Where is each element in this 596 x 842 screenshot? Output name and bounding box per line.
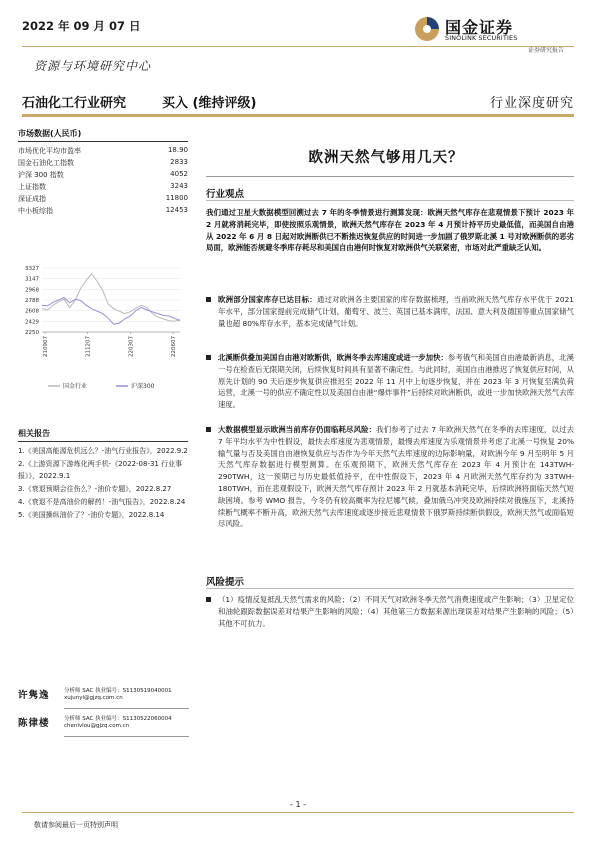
analyst-divider: [64, 708, 189, 709]
market-row-label: 上证指数: [18, 183, 46, 191]
chart-y-tick-label: 2788: [25, 298, 39, 305]
market-row-label: 沪深 300 指数: [18, 171, 64, 179]
section-heading-risk: 风险提示: [206, 577, 245, 588]
summary-text: 我们通过卫星大数据模型回溯过去 7 年的冬季情景进行测算发现：欧洲天然气库存在悲观情景下预计 2023 年 2 月就将消耗完毕，即使按照乐观情景，欧洲天然气库存在 2023 年 4 月预计持平历史最低值，而美国自由港从 2022 年 6 月 8 日起对欧洲断供已不断推迟恢复供应的时间进一步加剧了俄罗斯北溪 1 号对欧洲断供的恶劣局面，欧洲能否规避冬季库存耗尽和美国自由港何时恢复对欧洲供气关联紧密，市场对此严重缺乏认知。: [206, 208, 574, 253]
viewpoint-bullet: [206, 352, 574, 411]
analyst-email[interactable]: xujunyi@gjzq.com.cn: [64, 695, 123, 701]
chart-x-tick-label: 211207: [85, 336, 92, 357]
section-rule: [206, 588, 574, 589]
analyst-name: 许隽逸: [18, 690, 50, 701]
related-reports-rule: [18, 441, 188, 442]
bullet-lead: 欧洲部分国家库存已达目标：: [218, 295, 317, 304]
related-reports-title: 相关报告: [18, 429, 50, 438]
bullet-square-icon: [206, 297, 211, 302]
market-row-value: 18.90: [167, 146, 188, 154]
logo-text-en: SINOLINK SECURITIES: [445, 35, 518, 42]
index-trend-chart: [18, 262, 188, 400]
market-row: [18, 169, 188, 181]
related-reports: [18, 428, 188, 522]
chart-x-tick-label: 220307: [128, 336, 135, 357]
market-row-label: 中小板综指: [18, 207, 53, 215]
section-heading-view: 行业观点: [206, 189, 245, 200]
market-row: [18, 157, 188, 169]
bullet-square-icon: [206, 427, 211, 432]
risk-text: （1）疫情反复抵乱天然气需求的风险；（2）不同天气对欧洲冬季天然气消费速度或产生影响；（3）卫星定位和油轮跟踪数据误差对结果产生影响的风险；（4）其他第三方数据来源出现误差对结果产生影响的风险；（5）其他不可抗力。: [218, 595, 574, 628]
summary-paragraph: [206, 207, 574, 254]
market-data-rule: [18, 141, 188, 142]
market-row-label: 深证成指: [18, 195, 46, 203]
chart-y-tick-label: 2968: [25, 287, 39, 294]
header-rule: [22, 46, 574, 47]
market-row-label: 市场优化平均市盈率: [18, 147, 81, 155]
risk-bullet: [206, 594, 574, 629]
market-data-panel: [18, 128, 188, 217]
footer-rule: [22, 812, 574, 813]
market-data-title: 市场数据(人民币): [18, 129, 82, 138]
related-report-item[interactable]: 3.《衰退预期会往伤么？-油价专题》，2022.8.27: [18, 485, 172, 493]
header-thick-rule: [22, 114, 574, 117]
chart-y-tick-label: 3327: [25, 266, 39, 272]
chart-y-tick-label: 3147: [25, 276, 39, 283]
analyst-divider: [64, 736, 189, 737]
department: 资源与环境研究中心: [34, 59, 152, 73]
bullet-text: 参考俄气和美国自由港最新消息，北溪一号在检查后无限期关闭，后续恢复时间具有显著不确定性。与此同时，美国自由港推迟了恢复供应时间，从原先计划的 90 天后逐步恢复供应推迟至 2022 年 11 月中上旬逐步恢复，并在 2023 年 3 月恢复至满负荷运营，北溪一号的供应不确定性以及美国自由港“爆炸事件”后持续对欧洲断供，或进一步加快欧洲天然气去库速度。: [218, 353, 574, 410]
chart-x-tick-label: 210907: [43, 336, 49, 357]
market-row: [18, 193, 188, 205]
report-type: 行业深度研究: [489, 96, 574, 111]
related-report-item[interactable]: 1.《美国高能源危机远么？-油气行业报告》，2022.9.2: [18, 447, 188, 455]
report-date: 2022 年 09 月 07 日: [22, 19, 141, 33]
analyst-name: 陈律楼: [18, 718, 50, 729]
analyst-license: 分析师 SAC 执业编号：S1130519040001: [64, 688, 172, 694]
section-rule: [206, 200, 574, 201]
related-report-item[interactable]: 4.《衰退不是高油价的解药！-油气报告》，2022.8.24: [18, 498, 186, 506]
page-number: - 1 -: [290, 800, 306, 809]
analyst-license: 分析师 SAC 执业编号：S1130522060004: [64, 716, 172, 722]
industry-label: 石油化工行业研究: [22, 96, 127, 111]
logo-mark-icon: [414, 16, 440, 42]
chart-x-tick-label: 220607: [171, 336, 177, 357]
viewpoint-bullet: [206, 294, 574, 329]
market-row-value: 12453: [165, 206, 188, 214]
market-row-value: 3243: [170, 182, 188, 190]
footer-disclaimer: 敬请参阅最后一页特别声明: [34, 821, 118, 829]
related-report-item[interactable]: 5.《美国操纵油价了？-油价专题》，2022.8.14: [18, 511, 165, 519]
viewpoint-bullet: [206, 424, 574, 530]
market-row: [18, 205, 188, 217]
market-row-value: 4052: [170, 170, 188, 178]
chart-legend-label: 国金行业: [63, 383, 88, 390]
market-row: [18, 181, 188, 193]
bullet-text: 我们参考了过去 7 年欧洲天然气在冬季的去库速度，以过去 7 年平均水平为中性假设，最快去库速度为悲观情景，最慢去库速度为乐观情景并考虑了北溪一号恢复 20%输气量与否及美国自由港恢复供应与否作为今年天然气去库速度的边际影响量，对欧洲今年 9 月至明年 5 月天然气库存数据进行模型测算。在乐观预期下，欧洲天然气库存在 2023 年 4 月预计在 143TWH-290TWH，这一预期已与历史最低值持平，在中性假设下，2023 年 4 月欧洲天然气库存约为 33TWH-180TWH，而在悲观假设下，欧洲天然气库存预计 2023 年 2 月就基本消耗完毕，后续欧洲将面临天然气短缺困境。参考 WMO 报告，今冬仍有较高概率为拉尼娜气候，叠加俄乌冲突及欧洲持续对俄施压下，北溪持续断气概率不断升高，欧洲天然气去库速度或逐步接近悲观情景下俄罗斯持续断供假设，欧洲天然气或面临短尽风险。: [218, 425, 574, 529]
related-report-item[interactable]: 2.《上游资源下游炼化两手机-《2022-08-31 行业事报》》，2022.9.1: [18, 460, 183, 480]
title-rule: [206, 176, 574, 177]
bullet-lead: 大数据模型显示欧洲当前库存仍面临耗尽风险：: [218, 425, 377, 434]
market-row-value: 11800: [165, 194, 188, 202]
classification-row: [22, 92, 574, 114]
analyst-email[interactable]: chenlvlou@gjzq.com.cn: [64, 723, 130, 729]
bullet-lead: 北溪断供叠加美国自由港对欧断供，欧洲冬季去库速度或进一步加快：: [218, 353, 448, 362]
market-row-label: 国金石油化工指数: [18, 159, 74, 167]
chart-y-tick-label: 2429: [25, 319, 39, 326]
logo-text-cn: 国金证券: [445, 18, 514, 37]
bullet-square-icon: [206, 597, 211, 602]
chart-legend-label: 沪深300: [131, 383, 155, 390]
broker-logo: [414, 14, 564, 54]
rating-label: 买入 (维持评级): [162, 96, 257, 111]
bullet-text: 通过对欧洲各主要国家的库存数据梳理，当前欧洲天然气库存水平优于 2021 年水平，部分国家提前完成储气计划，葡萄牙、波兰、英国已基本满库，法国、意大利及德国等重点国家储气量也超 80%库存水平，基本完成储气计划。: [218, 295, 574, 328]
logo-subtitle: 证券研究报告: [527, 47, 564, 54]
chart-y-tick-label: 2608: [25, 308, 39, 315]
market-row: [18, 145, 188, 157]
report-title: 欧洲天然气够用几天？: [308, 150, 464, 166]
chart-y-tick-label: 2250: [25, 330, 39, 336]
market-row-value: 2833: [170, 158, 188, 166]
bullet-square-icon: [206, 355, 211, 360]
